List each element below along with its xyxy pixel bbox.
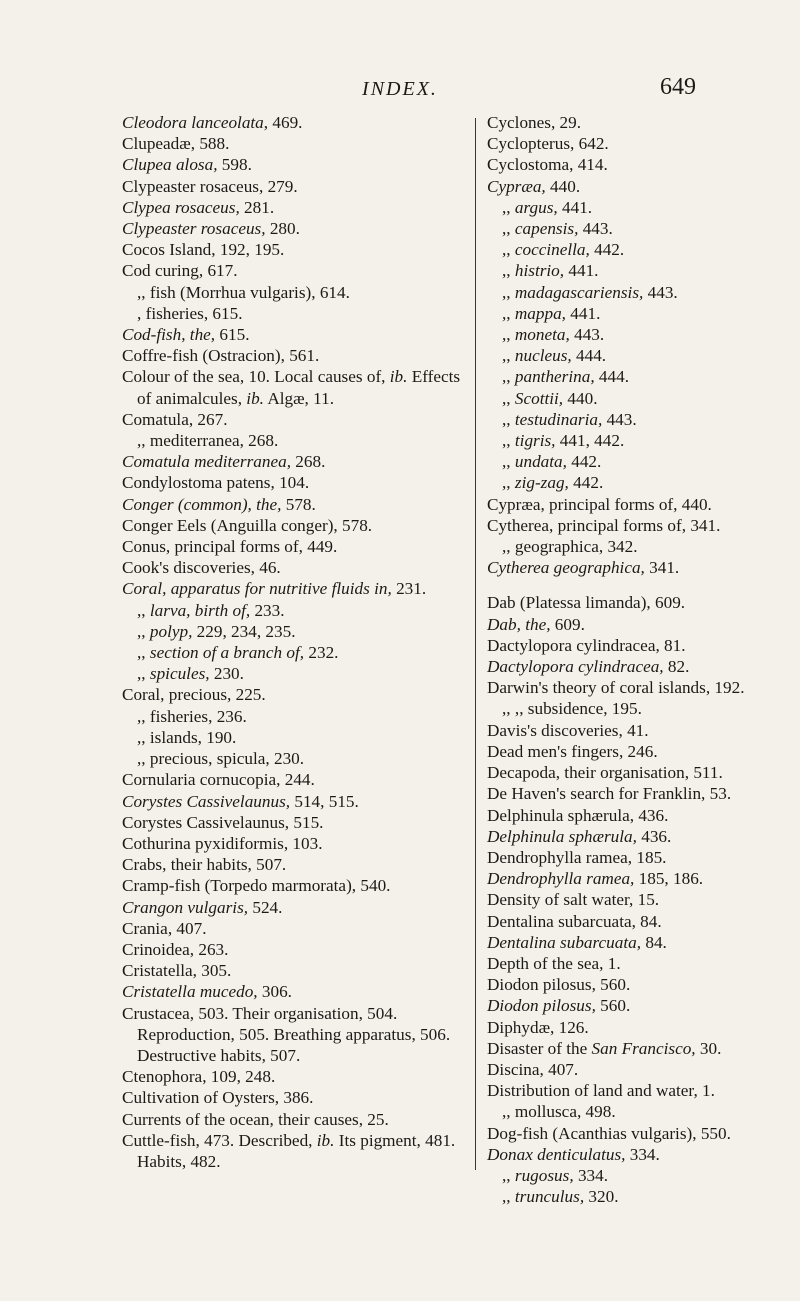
- index-entry: [122, 854, 462, 875]
- index-entry: [487, 847, 797, 868]
- index-entry-italic-text: Scottii,: [514, 388, 564, 408]
- index-entry-text: 444.: [571, 346, 607, 366]
- index-entry-italic-text: testudinaria,: [514, 409, 603, 429]
- index-entry: [487, 911, 797, 932]
- index-entry-italic-text: Clupea alosa,: [122, 155, 218, 175]
- index-entry: [487, 974, 797, 995]
- index-entry-italic-text: Dendrophylla ramea,: [487, 869, 635, 889]
- index-entry-text: 280.: [265, 219, 300, 239]
- index-entry-text: Diphydæ, 126.: [487, 1017, 589, 1037]
- index-entry: [122, 133, 462, 154]
- index-entry-text: 84.: [641, 932, 667, 952]
- index-column-right: [487, 112, 797, 1207]
- index-entry-text: Distribution of land and water, 1.: [487, 1081, 715, 1101]
- index-entry-italic-text: argus,: [514, 197, 558, 217]
- index-entry-text: Cuttle-fish, 473. Described,: [122, 1130, 317, 1150]
- index-entry-text: 341.: [644, 558, 680, 578]
- index-entry-text: Decapoda, their organisation, 511.: [487, 763, 723, 783]
- index-entry-text: 514, 515.: [290, 791, 359, 811]
- index-entry-text: ,, fisheries, 236.: [137, 706, 247, 726]
- index-entry: [122, 1130, 462, 1172]
- index-entry-italic-text: pantherina,: [514, 367, 595, 387]
- index-entry: [122, 345, 462, 366]
- index-entry-text: ,,: [502, 219, 515, 239]
- index-entry: [122, 791, 462, 812]
- index-entry: [487, 515, 797, 536]
- index-entry-text: Diodon pilosus, 560.: [487, 975, 631, 995]
- index-entry-italic-text: tigris,: [514, 431, 556, 451]
- index-entry: [122, 600, 462, 621]
- index-entry: [487, 995, 797, 1016]
- index-entry-text: Coffre-fish (Ostracion), 561.: [122, 346, 320, 366]
- index-entry-italic-text: Comatula mediterranea,: [122, 452, 291, 472]
- index-entry: [122, 981, 462, 1002]
- index-entry: [487, 239, 797, 260]
- index-entry-text: Cypræa, principal forms of, 440.: [487, 494, 712, 514]
- index-entry-text: 442.: [589, 240, 625, 260]
- index-entry-text: 436.: [636, 826, 672, 846]
- index-entry-text: 185, 186.: [634, 869, 704, 889]
- section-gap: [487, 578, 797, 592]
- index-entry: [122, 1066, 462, 1087]
- index-entry-italic-text: spicules,: [149, 664, 210, 684]
- index-entry: [487, 557, 797, 578]
- index-entry-text: 443.: [569, 325, 605, 345]
- index-entry: [487, 741, 797, 762]
- index-entry-text: Conger Eels (Anguilla conger), 578.: [122, 515, 373, 535]
- index-entry: [122, 494, 462, 515]
- index-entry-text: Cyclones, 29.: [487, 113, 582, 132]
- index-entry-text: 443.: [578, 219, 613, 239]
- index-entry-italic-text: capensis,: [514, 219, 579, 239]
- index-entry-text: Disaster of the: [487, 1038, 592, 1058]
- index-entry-italic-text: Delphinula sphærula,: [487, 826, 637, 846]
- page-number: 649: [660, 74, 696, 100]
- index-entry-text: 334.: [625, 1144, 660, 1164]
- index-entry: [487, 494, 797, 515]
- index-entry: [487, 868, 797, 889]
- column-divider: [475, 118, 476, 1170]
- index-entry: [122, 727, 462, 748]
- index-entry-text: Cyclopterus, 642.: [487, 134, 609, 154]
- index-entry-text: 268.: [291, 452, 326, 472]
- index-entry-italic-text: nucleus,: [514, 346, 572, 366]
- index-entry: [122, 642, 462, 663]
- index-entry-text: Coral, precious, 225.: [122, 685, 266, 705]
- index-entry: [487, 592, 797, 613]
- index-entry: [487, 282, 797, 303]
- index-entry-text: ,, geographica, 342.: [502, 537, 638, 557]
- index-entry-text: 229, 234, 235.: [192, 621, 296, 641]
- index-entry-text: 560.: [595, 996, 631, 1016]
- index-entry: [122, 112, 462, 133]
- index-entry: [122, 239, 462, 260]
- index-entry-text: Cod curing, 617.: [122, 261, 238, 281]
- index-entry-text: De Haven's search for Franklin, 53.: [487, 784, 732, 804]
- index-entry: [487, 112, 797, 133]
- index-entry-text: Condylostoma patens, 104.: [122, 473, 310, 493]
- index-entry: [122, 303, 462, 324]
- index-entry-text: Cramp-fish (Torpedo marmorata), 540.: [122, 876, 391, 896]
- index-entry-text: Currents of the ocean, their causes, 25.: [122, 1109, 389, 1129]
- index-entry-italic-text: Cytherea geographica,: [487, 558, 645, 578]
- index-entry: [487, 388, 797, 409]
- index-entry-text: 524.: [248, 897, 283, 917]
- index-entry-italic-text: trunculus,: [514, 1187, 585, 1207]
- index-entry: [122, 557, 462, 578]
- index-entry-text: 441.: [564, 261, 599, 281]
- index-entry: [122, 324, 462, 345]
- index-entry-text: Cornularia cornucopia, 244.: [122, 770, 315, 790]
- index-entry: [487, 154, 797, 175]
- index-entry-text: ,,: [502, 367, 515, 387]
- index-entry: [487, 324, 797, 345]
- index-entry: [487, 1101, 797, 1122]
- index-column-left: [122, 112, 462, 1172]
- index-entry-italic-text: Dentalina subarcuata,: [487, 932, 642, 952]
- index-entry: [122, 812, 462, 833]
- index-entry-text: ,,: [137, 643, 150, 663]
- index-entry-text: ,, mediterranea, 268.: [137, 431, 279, 451]
- index-entry: [487, 1059, 797, 1080]
- index-entry: [122, 769, 462, 790]
- index-entry-text: Cocos Island, 192, 195.: [122, 240, 285, 260]
- index-entry: [122, 918, 462, 939]
- index-entry-italic-text: ib.: [389, 367, 408, 387]
- index-entry-text: 598.: [217, 155, 252, 175]
- index-entry: [122, 197, 462, 218]
- index-entry: [487, 451, 797, 472]
- index-entry-text: Dentalina subarcuata, 84.: [487, 911, 662, 931]
- index-entry-text: ,,: [502, 1165, 515, 1185]
- index-entry-italic-text: Conger (common), the,: [122, 494, 282, 514]
- index-entry-italic-text: Crangon vulgaris,: [122, 897, 249, 917]
- index-entry-text: ,,: [502, 325, 515, 345]
- index-entry-text: Crustacea, 503. Their organisation, 504. Reproduction, 505. Breathing apparatus, 506. Destructive habits, 507.: [122, 1003, 451, 1065]
- index-entry: [122, 875, 462, 896]
- index-entry: [487, 1038, 797, 1059]
- index-entry: [122, 515, 462, 536]
- index-entry: [122, 1003, 462, 1067]
- index-entry-italic-text: zig-zag,: [514, 473, 569, 493]
- page-header: [0, 74, 800, 108]
- index-entry-italic-text: ib.: [316, 1130, 335, 1150]
- index-entry: [487, 614, 797, 635]
- index-entry-text: 30.: [695, 1038, 722, 1058]
- index-entry-text: ,,: [502, 388, 515, 408]
- index-entry-text: ,,: [137, 664, 150, 684]
- index-entry-text: 609.: [550, 614, 585, 634]
- index-entry: [487, 345, 797, 366]
- index-entry: [122, 536, 462, 557]
- index-entry-text: Davis's discoveries, 41.: [487, 720, 649, 740]
- index-entry: [122, 218, 462, 239]
- index-entry: [487, 720, 797, 741]
- index-entry: [122, 748, 462, 769]
- index-entry: [487, 953, 797, 974]
- index-entry-text: Depth of the sea, 1.: [487, 953, 621, 973]
- index-entry: [487, 1080, 797, 1101]
- index-entry-text: ,,: [502, 240, 515, 260]
- index-entry-text: Cyclostoma, 414.: [487, 155, 608, 175]
- index-entry: [487, 1123, 797, 1144]
- index-entry: [122, 260, 462, 281]
- index-entry: [122, 154, 462, 175]
- index-entry-text: 441, 442.: [555, 431, 625, 451]
- index-entry: [487, 762, 797, 783]
- index-entry-italic-text: larva, birth of,: [149, 600, 251, 620]
- index-entry-text: 441.: [557, 197, 593, 217]
- index-entry-text: ,,: [502, 473, 515, 493]
- index-entry-text: 232.: [304, 643, 339, 663]
- index-entry-italic-text: histrio,: [514, 261, 565, 281]
- index-entry-text: 444.: [594, 367, 629, 387]
- index-entry-text: 442.: [566, 452, 602, 472]
- index-entry: [487, 176, 797, 197]
- index-entry: [122, 833, 462, 854]
- index-entry: [122, 430, 462, 451]
- index-entry-italic-text: moneta,: [514, 325, 570, 345]
- index-entry-italic-text: Cypræa,: [487, 176, 546, 196]
- index-entry: [487, 677, 797, 698]
- index-entry-italic-text: Dactylopora cylindracea,: [487, 657, 664, 677]
- index-entry-text: Dactylopora cylindracea, 81.: [487, 635, 686, 655]
- index-entry: [122, 472, 462, 493]
- index-entry: [487, 197, 797, 218]
- index-entry-text: 578.: [281, 494, 316, 514]
- index-entry-text: 443.: [602, 409, 637, 429]
- index-entry-text: , 469.: [263, 113, 303, 132]
- index-entry: [122, 663, 462, 684]
- index-entry-text: Cristatella, 305.: [122, 961, 232, 981]
- index-entry: [487, 656, 797, 677]
- index-entry-text: Effects of animalcules,: [137, 367, 461, 408]
- index-entry: [122, 282, 462, 303]
- index-entry-text: Delphinula sphærula, 436.: [487, 805, 669, 825]
- index-entry: [487, 260, 797, 281]
- index-entry-italic-text: Cod-fish, the,: [122, 325, 216, 345]
- index-entry-text: 442.: [568, 473, 604, 493]
- index-entry: [122, 1087, 462, 1108]
- index-entry: [122, 451, 462, 472]
- index-entry: [487, 409, 797, 430]
- index-entry: [122, 897, 462, 918]
- index-entry-text: Crinoidea, 263.: [122, 939, 229, 959]
- index-entry-italic-text: mappa,: [514, 303, 566, 323]
- index-entry-text: 441.: [565, 303, 601, 323]
- index-entry-text: 440.: [563, 388, 598, 408]
- index-entry-text: 306.: [257, 982, 292, 1002]
- index-entry: [487, 783, 797, 804]
- index-entry-text: ,,: [502, 409, 515, 429]
- index-entry-text: ,, fish (Morrhua vulgaris), 614.: [137, 282, 350, 302]
- index-entry: [487, 1165, 797, 1186]
- index-entry-text: ,,: [137, 621, 150, 641]
- index-entry-text: Ctenophora, 109, 248.: [122, 1067, 276, 1087]
- index-entry-italic-text: San Francisco,: [591, 1038, 696, 1058]
- index-entry: [487, 805, 797, 826]
- index-entry-text: , fisheries, 615.: [137, 303, 243, 323]
- index-entry: [122, 706, 462, 727]
- index-entry-text: Dendrophylla ramea, 185.: [487, 847, 667, 867]
- index-entry: [487, 635, 797, 656]
- index-entry-text: 82.: [663, 657, 690, 677]
- index-entry: [122, 366, 462, 408]
- index-entry-italic-text: coccinella,: [514, 240, 590, 260]
- index-entry: [487, 1186, 797, 1207]
- index-entry-italic-text: madagascariensis,: [514, 282, 644, 302]
- index-entry-text: ,, islands, 190.: [137, 727, 237, 747]
- index-entry-text: 443.: [643, 282, 678, 302]
- index-entry-italic-text: Coral, apparatus for nutritive fluids in,: [122, 579, 392, 599]
- index-entry: [487, 133, 797, 154]
- index-entry: [122, 939, 462, 960]
- index-entry-italic-text: ib.: [246, 388, 264, 408]
- index-entry-text: 231.: [391, 579, 427, 599]
- index-entry: [487, 1144, 797, 1165]
- index-entry-italic-text: Clypeaster rosaceus,: [122, 219, 266, 239]
- index-entry-italic-text: polyp,: [149, 621, 193, 641]
- index-entry-text: ,,: [502, 1187, 515, 1207]
- index-entry-text: ,, precious, spicula, 230.: [137, 749, 305, 769]
- index-entry-text: Crabs, their habits, 507.: [122, 855, 287, 875]
- index-entry: [487, 1017, 797, 1038]
- index-entry-text: Clypeaster rosaceus, 279.: [122, 176, 298, 196]
- index-entry-text: 233.: [250, 600, 285, 620]
- index-entry-text: 440.: [545, 176, 581, 196]
- index-entry-text: ,,: [502, 197, 515, 217]
- index-entry-text: ,,: [502, 303, 515, 323]
- index-entry-italic-text: section of a branch of,: [149, 643, 305, 663]
- index-entry-text: ,,: [137, 600, 150, 620]
- index-entry-text: Conus, principal forms of, 449.: [122, 537, 338, 557]
- index-entry: [122, 960, 462, 981]
- index-entry-italic-text: Donax denticulatus,: [487, 1144, 626, 1164]
- index-entry: [487, 826, 797, 847]
- index-entry-text: 615.: [215, 325, 250, 345]
- index-entry-text: Algæ, 11.: [263, 388, 335, 408]
- index-entry-text: Colour of the sea, 10. Local causes of,: [122, 367, 390, 387]
- index-entry-text: ,, mollusca, 498.: [502, 1102, 616, 1122]
- index-entry: [122, 1109, 462, 1130]
- index-entry-text: Density of salt water, 15.: [487, 890, 660, 910]
- index-entry-text: 230.: [209, 664, 244, 684]
- index-entry-text: Corystes Cassivelaunus, 515.: [122, 812, 324, 832]
- page-title: INDEX.: [362, 78, 438, 100]
- index-entry-text: Discina, 407.: [487, 1059, 579, 1079]
- index-entry-text: Cytherea, principal forms of, 341.: [487, 515, 721, 535]
- index-entry-text: ,,: [502, 346, 515, 366]
- index-entry-text: ,,: [502, 282, 515, 302]
- index-entry-text: Dead men's fingers, 246.: [487, 741, 658, 761]
- index-entry: [487, 472, 797, 493]
- index-entry: [487, 889, 797, 910]
- index-entry: [122, 409, 462, 430]
- index-entry: [122, 578, 462, 599]
- index-entry-italic-text: rugosus,: [514, 1165, 574, 1185]
- index-entry-italic-text: Clypea rosaceus,: [122, 197, 240, 217]
- index-entry-italic-text: Cristatella mucedo,: [122, 982, 258, 1002]
- index-entry-text: Clupeadæ, 588.: [122, 134, 230, 154]
- index-entry: [487, 932, 797, 953]
- index-entry-text: Dab (Platessa limanda), 609.: [487, 593, 686, 613]
- index-entry-text: Comatula, 267.: [122, 409, 228, 429]
- index-entry-italic-text: Corystes Cassivelaunus,: [122, 791, 291, 811]
- index-entry-text: 334.: [573, 1165, 609, 1185]
- index-entry: [122, 176, 462, 197]
- index-entry-text: 281.: [239, 197, 275, 217]
- index-entry-text: ,,: [502, 261, 515, 281]
- index-entry: [487, 698, 797, 719]
- index-entry: [122, 621, 462, 642]
- index-entry: [122, 684, 462, 705]
- index-entry-text: Dog-fish (Acanthias vulgaris), 550.: [487, 1123, 731, 1143]
- index-entry-text: Crania, 407.: [122, 918, 207, 938]
- index-entry: [487, 218, 797, 239]
- index-entry-text: 320.: [584, 1187, 619, 1207]
- index-entry: [487, 303, 797, 324]
- index-entry-text: Cothurina pyxidiformis, 103.: [122, 833, 323, 853]
- index-entry-italic-text: Diodon pilosus,: [487, 996, 596, 1016]
- index-entry-text: Its pigment, 481. Habits, 482.: [137, 1130, 456, 1171]
- index-entry-italic-text: Dab, the,: [487, 614, 551, 634]
- index-entry: [487, 430, 797, 451]
- index-entry-text: ,,: [502, 452, 515, 472]
- index-entry-text: Cultivation of Oysters, 386.: [122, 1088, 314, 1108]
- index-entry-text: ,, ,, subsidence, 195.: [502, 699, 642, 719]
- index-entry-italic-text: undata,: [514, 452, 567, 472]
- index-entry-text: ,,: [502, 431, 515, 451]
- index-entry-italic-text: Cleodora lanceolata: [122, 113, 264, 132]
- index-entry-text: Cook's discoveries, 46.: [122, 558, 281, 578]
- index-entry: [487, 536, 797, 557]
- index-entry: [487, 366, 797, 387]
- index-entry-text: Darwin's theory of coral islands, 192.: [487, 678, 745, 698]
